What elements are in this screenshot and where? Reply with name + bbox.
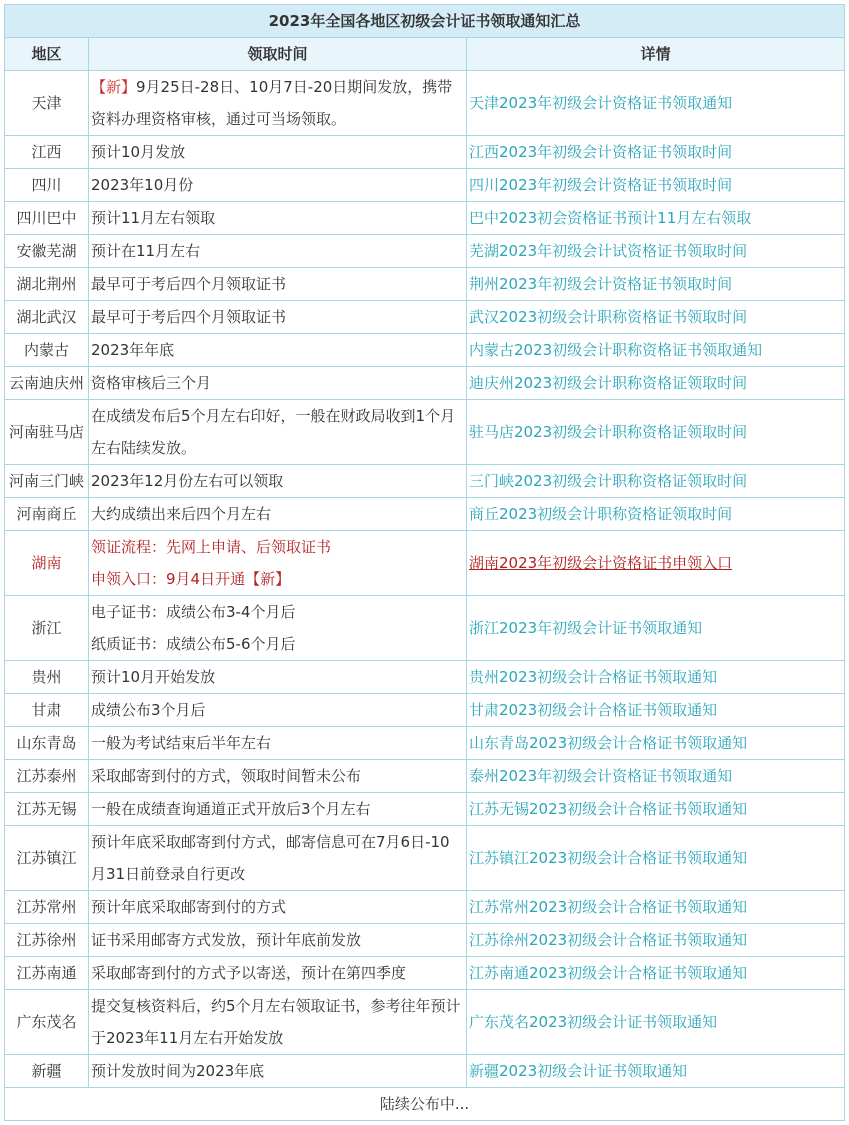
- detail-link[interactable]: 四川2023年初级会计资格证书领取时间: [469, 176, 733, 194]
- detail-cell: [467, 694, 845, 727]
- time-text: 预计发放时间为2023年底: [91, 1062, 265, 1080]
- detail-link[interactable]: 武汉2023初级会计职称资格证书领取时间: [469, 308, 748, 326]
- time-cell: [89, 596, 467, 661]
- region-cell: 安徽芜湖: [5, 235, 89, 268]
- region-cell: 四川: [5, 169, 89, 202]
- detail-link[interactable]: 巴中2023初会资格证书预计11月左右领取: [469, 209, 752, 227]
- time-text: 采取邮寄到付的方式予以寄送，预计在第四季度: [91, 964, 407, 982]
- region-cell: 江苏镇江: [5, 826, 89, 891]
- detail-cell: [467, 596, 845, 661]
- table-body: [5, 71, 845, 1088]
- detail-link[interactable]: 内蒙古2023初级会计职称资格证书领取通知: [469, 341, 763, 359]
- detail-cell: [467, 301, 845, 334]
- detail-link[interactable]: 驻马店2023初级会计职称资格证领取时间: [469, 423, 748, 441]
- table-row: [5, 169, 845, 202]
- detail-link[interactable]: 商丘2023初级会计职称资格证领取时间: [469, 505, 733, 523]
- table-row: [5, 136, 845, 169]
- detail-link[interactable]: 荆州2023年初级会计资格证书领取时间: [469, 275, 733, 293]
- time-text-line2: 申领入口：9月4日开通【新】: [91, 570, 291, 588]
- time-cell: [89, 694, 467, 727]
- region-cell: 天津: [5, 71, 89, 136]
- detail-link[interactable]: 江苏无锡2023初级会计合格证书领取通知: [469, 800, 748, 818]
- detail-link[interactable]: 天津2023年初级会计资格证书领取通知: [469, 94, 733, 112]
- detail-cell: [467, 990, 845, 1055]
- time-cell: [89, 301, 467, 334]
- detail-cell: [467, 793, 845, 826]
- region-cell: 甘肃: [5, 694, 89, 727]
- detail-cell: [467, 202, 845, 235]
- table-row: [5, 990, 845, 1055]
- detail-link[interactable]: 三门峡2023初级会计职称资格证领取时间: [469, 472, 748, 490]
- region-cell: 内蒙古: [5, 334, 89, 367]
- detail-link[interactable]: 江苏南通2023初级会计合格证书领取通知: [469, 964, 748, 982]
- region-cell: 贵州: [5, 661, 89, 694]
- detail-cell: [467, 891, 845, 924]
- time-cell: [89, 924, 467, 957]
- detail-cell: [467, 465, 845, 498]
- detail-cell: [467, 1055, 845, 1088]
- time-text: 2023年年底: [91, 341, 175, 359]
- time-text: 证书采用邮寄方式发放，预计年底前发放: [91, 931, 362, 949]
- region-cell: 新疆: [5, 1055, 89, 1088]
- time-text: 最早可于考后四个月领取证书: [91, 275, 287, 293]
- time-text: 9月25日-28日、10月7日-20日期间发放，携带资料办理资格审核，通过可当场领取。: [91, 78, 453, 128]
- region-cell: 江苏徐州: [5, 924, 89, 957]
- detail-link[interactable]: 新疆2023初级会计证书领取通知: [469, 1062, 688, 1080]
- certificate-notice-table-wrapper: [4, 4, 844, 1121]
- detail-cell: [467, 727, 845, 760]
- region-cell: 湖南: [5, 531, 89, 596]
- region-cell: 河南驻马店: [5, 400, 89, 465]
- certificate-notice-table: [4, 4, 845, 1121]
- region-cell: 浙江: [5, 596, 89, 661]
- detail-link[interactable]: 江苏徐州2023初级会计合格证书领取通知: [469, 931, 748, 949]
- region-cell: 江苏常州: [5, 891, 89, 924]
- time-cell: [89, 760, 467, 793]
- region-cell: 河南商丘: [5, 498, 89, 531]
- detail-cell: [467, 334, 845, 367]
- time-text: 资格审核后三个月: [91, 374, 212, 392]
- time-text: 2023年12月份左右可以领取: [91, 472, 284, 490]
- table-row: [5, 957, 845, 990]
- time-text: 预计年底采取邮寄到付方式，邮寄信息可在7月6日-10月31日前登录自行更改: [91, 833, 450, 883]
- region-cell: 广东茂名: [5, 990, 89, 1055]
- detail-cell: [467, 826, 845, 891]
- detail-link[interactable]: 迪庆州2023初级会计职称资格证领取时间: [469, 374, 748, 392]
- detail-cell: [467, 760, 845, 793]
- detail-cell: [467, 498, 845, 531]
- region-cell: 江苏无锡: [5, 793, 89, 826]
- time-text: 预计在11月左右: [91, 242, 201, 260]
- time-cell: [89, 202, 467, 235]
- table-row: [5, 694, 845, 727]
- region-cell: 湖北武汉: [5, 301, 89, 334]
- detail-link[interactable]: 贵州2023初级会计合格证书领取通知: [469, 668, 718, 686]
- time-cell: [89, 793, 467, 826]
- detail-link[interactable]: 湖南2023年初级会计资格证书申领入口: [469, 554, 733, 572]
- time-text: 电子证书：成绩公布3-4个月后: [91, 603, 296, 621]
- table-row: [5, 661, 845, 694]
- new-badge: 【新】: [91, 78, 137, 96]
- table-row: [5, 367, 845, 400]
- detail-cell: [467, 924, 845, 957]
- time-cell: [89, 268, 467, 301]
- detail-cell: [467, 268, 845, 301]
- detail-cell: [467, 136, 845, 169]
- time-text: 在成绩发布后5个月左右印好，一般在财政局收到1个月左右陆续发放。: [91, 407, 456, 457]
- detail-cell: [467, 71, 845, 136]
- detail-link[interactable]: 泰州2023年初级会计资格证书领取通知: [469, 767, 733, 785]
- time-text: 领证流程：先网上申请、后领取证书: [91, 538, 332, 556]
- time-cell: [89, 661, 467, 694]
- header-time: 领取时间: [89, 38, 467, 71]
- time-cell: [89, 990, 467, 1055]
- table-row: [5, 727, 845, 760]
- table-row: [5, 596, 845, 661]
- table-row: [5, 924, 845, 957]
- time-cell: [89, 367, 467, 400]
- time-text: 2023年10月份: [91, 176, 194, 194]
- table-row: [5, 400, 845, 465]
- detail-link[interactable]: 浙江2023年初级会计证书领取通知: [469, 619, 703, 637]
- time-cell: [89, 71, 467, 136]
- region-cell: 四川巴中: [5, 202, 89, 235]
- time-cell: [89, 957, 467, 990]
- footer-note: 陆续公布中...: [5, 1088, 845, 1121]
- table-row: [5, 793, 845, 826]
- detail-cell: [467, 235, 845, 268]
- time-cell: [89, 169, 467, 202]
- detail-cell: [467, 957, 845, 990]
- time-text: 预计年底采取邮寄到付的方式: [91, 898, 287, 916]
- table-row: [5, 334, 845, 367]
- time-cell: [89, 1055, 467, 1088]
- time-cell: [89, 136, 467, 169]
- time-text: 一般为考试结束后半年左右: [91, 734, 272, 752]
- time-text: 采取邮寄到付的方式，领取时间暂未公布: [91, 767, 362, 785]
- time-cell: [89, 727, 467, 760]
- region-cell: 山东青岛: [5, 727, 89, 760]
- time-text-line2: 纸质证书：成绩公布5-6个月后: [91, 635, 296, 653]
- table-row: [5, 1055, 845, 1088]
- header-detail: 详情: [467, 38, 845, 71]
- region-cell: 云南迪庆州: [5, 367, 89, 400]
- table-row: [5, 498, 845, 531]
- detail-link[interactable]: 芜湖2023年初级会计试资格证书领取时间: [469, 242, 748, 260]
- detail-cell: [467, 367, 845, 400]
- detail-cell: [467, 400, 845, 465]
- time-text: 最早可于考后四个月领取证书: [91, 308, 287, 326]
- region-cell: 江苏泰州: [5, 760, 89, 793]
- table-row: [5, 268, 845, 301]
- time-cell: [89, 891, 467, 924]
- detail-link[interactable]: 广东茂名2023初级会计证书领取通知: [469, 1013, 718, 1031]
- region-cell: 河南三门峡: [5, 465, 89, 498]
- table-row: [5, 71, 845, 136]
- time-text: 成绩公布3个月后: [91, 701, 206, 719]
- detail-link[interactable]: 江苏常州2023初级会计合格证书领取通知: [469, 898, 748, 916]
- time-cell: [89, 400, 467, 465]
- time-cell: [89, 465, 467, 498]
- detail-link[interactable]: 甘肃2023初级会计合格证书领取通知: [469, 701, 718, 719]
- time-text: 提交复核资料后，约5个月左右领取证书，参考往年预计于2023年11月左右开始发放: [91, 997, 461, 1047]
- table-row: [5, 891, 845, 924]
- time-cell: [89, 498, 467, 531]
- time-text: 大约成绩出来后四个月左右: [91, 505, 272, 523]
- table-row: [5, 531, 845, 596]
- time-text: 预计10月发放: [91, 143, 186, 161]
- detail-link[interactable]: 江西2023年初级会计资格证书领取时间: [469, 143, 733, 161]
- table-row: [5, 760, 845, 793]
- table-row: [5, 301, 845, 334]
- detail-cell: [467, 169, 845, 202]
- time-text: 预计11月左右领取: [91, 209, 216, 227]
- table-title: 2023年全国各地区初级会计证书领取通知汇总: [5, 5, 845, 38]
- table-row: [5, 202, 845, 235]
- time-text: 一般在成绩查询通道正式开放后3个月左右: [91, 800, 371, 818]
- region-cell: 江苏南通: [5, 957, 89, 990]
- time-cell: [89, 334, 467, 367]
- time-cell: [89, 826, 467, 891]
- time-text: 预计10月开始发放: [91, 668, 216, 686]
- region-cell: 湖北荆州: [5, 268, 89, 301]
- time-cell: [89, 235, 467, 268]
- detail-link[interactable]: 山东青岛2023初级会计合格证书领取通知: [469, 734, 748, 752]
- region-cell: 江西: [5, 136, 89, 169]
- header-region: 地区: [5, 38, 89, 71]
- table-row: [5, 826, 845, 891]
- time-cell: [89, 531, 467, 596]
- table-row: [5, 235, 845, 268]
- detail-cell: [467, 531, 845, 596]
- detail-cell: [467, 661, 845, 694]
- table-row: [5, 465, 845, 498]
- detail-link[interactable]: 江苏镇江2023初级会计合格证书领取通知: [469, 849, 748, 867]
